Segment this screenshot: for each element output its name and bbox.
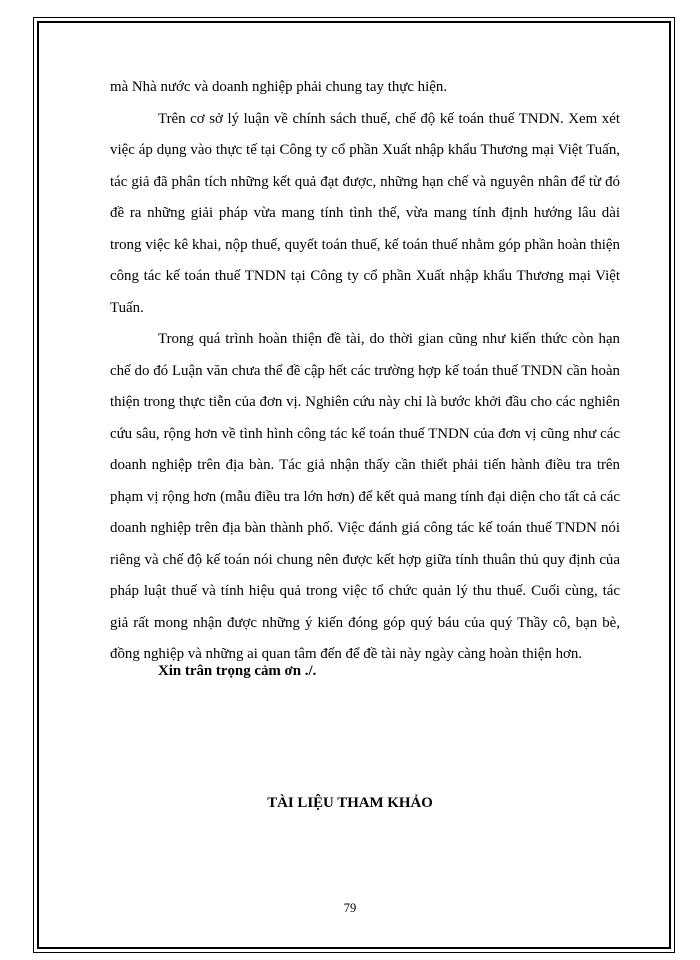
references-heading: TÀI LIỆU THAM KHẢO xyxy=(267,795,433,811)
paragraph-analysis: Trên cơ sở lý luận về chính sách thuế, chế độ kế toán thuế TNDN. Xem xét việc áp dụng vào thực tế tại Công ty cổ phần Xuất nhập khẩu Thương mại Việt Tuấn, tác giả đã phân tích những kết quả đạt được, những hạn chế và nguyên nhân để từ đó đề ra những giải pháp vừa mang tính tình thế, vừa mang tính định hướng lâu dài trong việc kê khai, nộp thuế, quyết toán thuế, kế toán thuế nhằm góp phần hoàn thiện công tác kế toán thuế TNDN tại Công ty cổ phần Xuất nhập khẩu Thương mại Việt Tuấn. xyxy=(110,110,620,316)
page-number: 79 xyxy=(343,901,357,915)
paragraph-continuation: mà Nhà nước và doanh nghiệp phải chung tay thực hiện. xyxy=(110,79,448,95)
closing-thanks: Xin trân trọng cảm ơn ./. xyxy=(158,663,317,679)
paragraph-limitations: Trong quá trình hoàn thiện đề tài, do thời gian cũng như kiến thức còn hạn chế do đó Luận văn chưa thể đề cập hết các trường hợp kế toán thuế TNDN cần hoàn thiện trong thực tiễn của đơn vị. Nghiên cứu này chỉ là bước khởi đầu cho các nghiên cứu sâu, rộng hơn về tình hình công tác kế toán thuế TNDN của đơn vị cũng như các doanh nghiệp trên địa bàn. Tác giả nhận thấy cần thiết phải tiến hành điều tra trên phạm vị rộng hơn (mẫu điều tra lớn hơn) để kết quả mang tính đại diện cho tất cả các doanh nghiệp trên địa bàn thành phố. Việc đánh giá công tác kế toán thuế TNDN nói riêng và chế độ kế toán nói chung nên được kết hợp giữa tính thuân thủ quy định của pháp luật thuế và tính hiệu quả trong việc tổ chức quản lý thu thuế. Cuối cùng, tác giả rất mong nhận được những ý kiến đóng góp quý báu của quý Thầy cô, bạn bè, đồng nghiệp và những ai quan tâm đến để đề tài này ngày càng hoàn thiện hơn. xyxy=(110,331,620,662)
body-text xyxy=(110,72,620,671)
